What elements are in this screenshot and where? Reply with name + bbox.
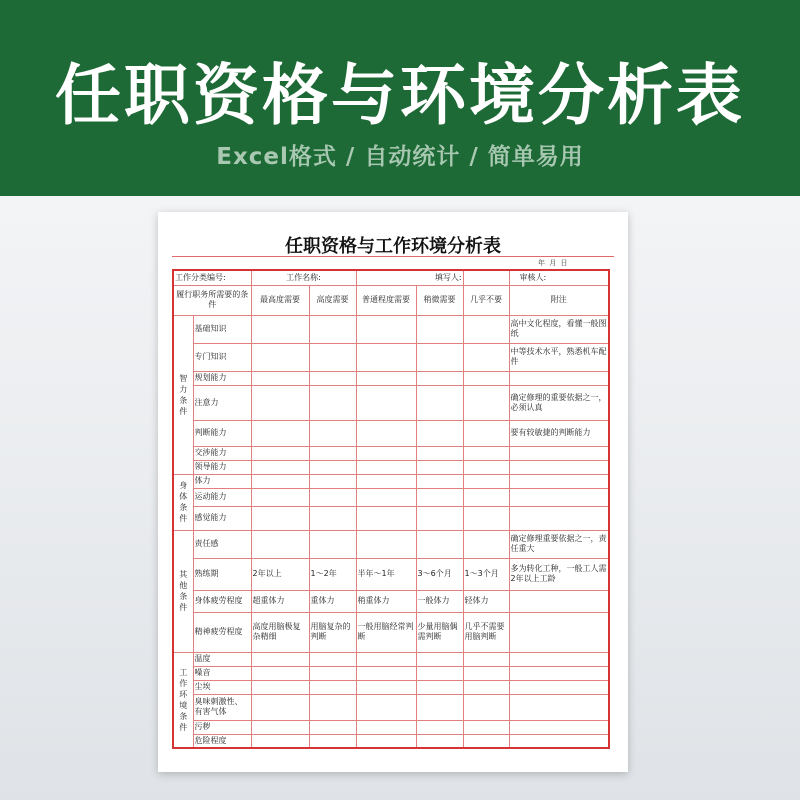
rating-cell[interactable]: [356, 446, 416, 460]
rating-cell[interactable]: [463, 474, 509, 488]
rating-cell[interactable]: [416, 734, 463, 748]
rating-cell[interactable]: [463, 734, 509, 748]
table-row: [173, 460, 609, 474]
value-cell: 一般用脑经常判断: [356, 612, 416, 652]
value-cell: 2年以上: [251, 558, 309, 590]
rating-cell[interactable]: [356, 315, 416, 343]
rating-cell[interactable]: [309, 720, 356, 734]
table-row: [173, 446, 609, 460]
item-label: 判断能力: [193, 420, 251, 446]
rating-cell[interactable]: [251, 343, 309, 371]
rating-cell[interactable]: [309, 488, 356, 506]
rating-cell[interactable]: [416, 460, 463, 474]
table-row: [173, 590, 609, 612]
note-cell[interactable]: [509, 506, 609, 530]
rating-cell[interactable]: [463, 446, 509, 460]
rating-cell[interactable]: [416, 474, 463, 488]
note-cell: 要有较敏捷的判断能力: [509, 420, 609, 446]
item-label: 臭味刺激性、有害气体: [193, 694, 251, 720]
rating-cell[interactable]: [356, 680, 416, 694]
rating-cell[interactable]: [356, 371, 416, 385]
item-label: 注意力: [193, 385, 251, 420]
rating-cell[interactable]: [356, 420, 416, 446]
group-label-environment: 工作环境条件: [173, 652, 193, 748]
value-cell: 用脑复杂的判断: [309, 612, 356, 652]
rating-cell[interactable]: [309, 385, 356, 420]
rating-cell[interactable]: [309, 343, 356, 371]
rating-cell[interactable]: [463, 652, 509, 666]
value-cell: 1～3个月: [463, 558, 509, 590]
rating-cell[interactable]: [251, 371, 309, 385]
level-header: 稍微需要: [416, 285, 463, 315]
item-label: 噪音: [193, 666, 251, 680]
rating-cell[interactable]: [309, 474, 356, 488]
rating-cell[interactable]: [463, 530, 509, 558]
rating-cell[interactable]: [416, 694, 463, 720]
condition-header: 履行职务所需要的条件: [173, 285, 251, 315]
rating-cell[interactable]: [309, 530, 356, 558]
reviewer-label: 审核人:: [509, 270, 609, 285]
table-row: [173, 720, 609, 734]
rating-cell[interactable]: [416, 488, 463, 506]
item-label: 精神疲劳程度: [193, 612, 251, 652]
value-cell: 一般体力: [416, 590, 463, 612]
rating-cell[interactable]: [416, 530, 463, 558]
value-cell: 半年～1年: [356, 558, 416, 590]
rating-cell[interactable]: [416, 343, 463, 371]
group-label-other: 其他条件: [173, 530, 193, 652]
table-row: [173, 652, 609, 666]
rating-cell[interactable]: [416, 420, 463, 446]
rating-cell[interactable]: [463, 694, 509, 720]
value-cell: 高度用脑极复杂精细: [251, 612, 309, 652]
item-label: 污秽: [193, 720, 251, 734]
rating-cell[interactable]: [416, 446, 463, 460]
rating-cell[interactable]: [463, 371, 509, 385]
rating-cell[interactable]: [309, 371, 356, 385]
rating-cell[interactable]: [416, 666, 463, 680]
rating-cell[interactable]: [416, 506, 463, 530]
note-cell: 高中文化程度，看懂一般图纸: [509, 315, 609, 343]
rating-cell[interactable]: [251, 506, 309, 530]
item-label: 规划能力: [193, 371, 251, 385]
banner-title: 任职资格与环境分析表: [55, 57, 745, 134]
note-cell[interactable]: [509, 666, 609, 680]
rating-cell[interactable]: [356, 474, 416, 488]
rating-cell[interactable]: [251, 530, 309, 558]
note-cell: 多为转化工种，一般工人需2年以上工龄: [509, 558, 609, 590]
rating-cell[interactable]: [356, 385, 416, 420]
table-row: [173, 385, 609, 420]
item-label: 熟练期: [193, 558, 251, 590]
filler-label: 填写人:: [356, 270, 463, 285]
level-header: 普通程度需要: [356, 285, 416, 315]
value-cell: 几乎不需要用脑判断: [463, 612, 509, 652]
rating-cell[interactable]: [309, 652, 356, 666]
rating-cell[interactable]: [356, 460, 416, 474]
rating-cell[interactable]: [416, 315, 463, 343]
value-cell: 稍重体力: [356, 590, 416, 612]
rating-cell[interactable]: [356, 666, 416, 680]
note-cell[interactable]: [509, 590, 609, 612]
item-label: 领导能力: [193, 460, 251, 474]
table-row: [173, 488, 609, 506]
rating-cell[interactable]: [251, 460, 309, 474]
note-cell[interactable]: [509, 652, 609, 666]
table-row: [173, 666, 609, 680]
table-row: [173, 315, 609, 343]
info-row: [173, 270, 609, 285]
table-row: [173, 734, 609, 748]
rating-cell[interactable]: [463, 385, 509, 420]
table-row: [173, 506, 609, 530]
rating-cell[interactable]: [309, 420, 356, 446]
rating-cell[interactable]: [309, 506, 356, 530]
rating-cell[interactable]: [251, 720, 309, 734]
note-cell[interactable]: [509, 371, 609, 385]
rating-cell[interactable]: [251, 680, 309, 694]
note-cell[interactable]: [509, 612, 609, 652]
rating-cell[interactable]: [309, 680, 356, 694]
rating-cell[interactable]: [309, 666, 356, 680]
item-label: 基础知识: [193, 315, 251, 343]
date-line: 年 月 日: [538, 259, 569, 267]
rating-cell[interactable]: [356, 343, 416, 371]
table-row: [173, 694, 609, 720]
name-label: 工作名称:: [251, 270, 356, 285]
rating-cell[interactable]: [463, 488, 509, 506]
table-row: [173, 371, 609, 385]
group-label-body: 身体条件: [173, 474, 193, 530]
rating-cell[interactable]: [251, 385, 309, 420]
rating-cell[interactable]: [356, 720, 416, 734]
note-cell: 中等技术水平，熟悉机车配件: [509, 343, 609, 371]
note-cell[interactable]: [509, 460, 609, 474]
filler-value[interactable]: [463, 270, 509, 285]
rating-cell[interactable]: [309, 460, 356, 474]
rating-cell[interactable]: [251, 488, 309, 506]
rating-cell[interactable]: [356, 652, 416, 666]
note-cell[interactable]: [509, 734, 609, 748]
table-row: [173, 612, 609, 652]
rating-cell[interactable]: [416, 371, 463, 385]
item-label: 温度: [193, 652, 251, 666]
table-row: [173, 420, 609, 446]
rating-cell[interactable]: [463, 680, 509, 694]
title-underline: [172, 256, 614, 257]
rating-cell[interactable]: [463, 315, 509, 343]
rating-cell[interactable]: [309, 734, 356, 748]
table-row: [173, 530, 609, 558]
note-cell[interactable]: [509, 694, 609, 720]
note-cell: 确定修理重要依据之一，责任重大: [509, 530, 609, 558]
header-banner: [0, 0, 800, 196]
rating-cell[interactable]: [251, 666, 309, 680]
item-label: 危险程度: [193, 734, 251, 748]
value-cell: 少量用脑偶需判断: [416, 612, 463, 652]
rating-cell[interactable]: [309, 315, 356, 343]
table-row: [173, 558, 609, 590]
rating-cell[interactable]: [463, 720, 509, 734]
rating-cell[interactable]: [251, 315, 309, 343]
note-cell[interactable]: [509, 720, 609, 734]
rating-cell[interactable]: [416, 385, 463, 420]
rating-cell[interactable]: [416, 652, 463, 666]
table-row: [173, 343, 609, 371]
item-label: 尘埃: [193, 680, 251, 694]
note-cell[interactable]: [509, 474, 609, 488]
note-cell[interactable]: [509, 488, 609, 506]
level-header: 最高度需要: [251, 285, 309, 315]
rating-cell[interactable]: [309, 446, 356, 460]
item-label: 身体疲劳程度: [193, 590, 251, 612]
document-sheet: [158, 212, 628, 772]
note-header: 附注: [509, 285, 609, 315]
rating-cell[interactable]: [463, 420, 509, 446]
rating-cell[interactable]: [463, 666, 509, 680]
item-label: 感觉能力: [193, 506, 251, 530]
rating-cell[interactable]: [251, 446, 309, 460]
note-cell[interactable]: [509, 446, 609, 460]
document-title: 任职资格与工作环境分析表: [285, 236, 501, 257]
item-label: 交涉能力: [193, 446, 251, 460]
value-cell: 轻体力: [463, 590, 509, 612]
rating-cell[interactable]: [251, 734, 309, 748]
rating-cell[interactable]: [356, 734, 416, 748]
rating-cell[interactable]: [251, 420, 309, 446]
rating-cell[interactable]: [356, 506, 416, 530]
item-label: 责任感: [193, 530, 251, 558]
value-cell: 3～6个月: [416, 558, 463, 590]
rating-cell[interactable]: [251, 694, 309, 720]
note-cell: 确定修理的重要依据之一，必须认真: [509, 385, 609, 420]
value-cell: 超重体力: [251, 590, 309, 612]
rating-cell[interactable]: [356, 530, 416, 558]
level-header: 几乎不要: [463, 285, 509, 315]
rating-cell[interactable]: [463, 460, 509, 474]
analysis-table: [172, 269, 610, 749]
value-cell: 1～2年: [309, 558, 356, 590]
rating-cell[interactable]: [356, 488, 416, 506]
group-label-intellect: 智力条件: [173, 315, 193, 474]
item-label: 体力: [193, 474, 251, 488]
value-cell: 重体力: [309, 590, 356, 612]
rating-cell[interactable]: [463, 506, 509, 530]
level-header: 高度需要: [309, 285, 356, 315]
rating-cell[interactable]: [251, 474, 309, 488]
rating-cell[interactable]: [356, 694, 416, 720]
item-label: 专门知识: [193, 343, 251, 371]
rating-cell[interactable]: [463, 343, 509, 371]
rating-cell[interactable]: [251, 652, 309, 666]
rating-cell[interactable]: [416, 720, 463, 734]
item-label: 运动能力: [193, 488, 251, 506]
note-cell[interactable]: [509, 680, 609, 694]
table-row: [173, 680, 609, 694]
header-row: [173, 285, 609, 315]
rating-cell[interactable]: [416, 680, 463, 694]
table-row: [173, 474, 609, 488]
rating-cell[interactable]: [309, 694, 356, 720]
code-label: 工作分类编号:: [173, 270, 251, 285]
banner-subtitle: Excel格式 / 自动统计 / 简单易用: [216, 144, 584, 170]
